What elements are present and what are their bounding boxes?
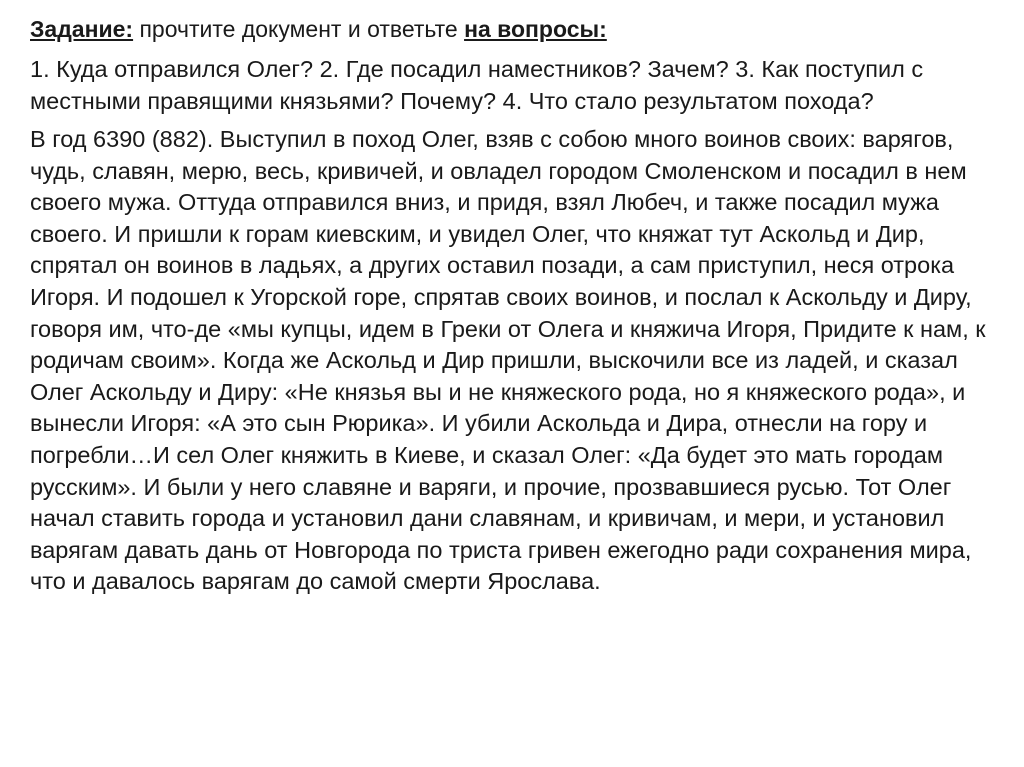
task-emphasis: на вопросы:	[464, 16, 607, 42]
questions-list: 1. Куда отправился Олег? 2. Где посадил наместников? Зачем? 3. Как поступил с местными правящими князьями? Почему? 4. Что стало результатом похода?	[30, 56, 924, 114]
document-text: В год 6390 (882). Выступил в поход Олег, взяв с собою много воинов своих: варягов, чудь, славян, мерю, весь, кривичей, и овладел городом Смоленском и посадил в нем своего мужа. Оттуда отправился вниз, и придя, взял Любеч, и также посадил мужа своего. И пришли к горам киевским, и увидел Олег, что княжат тут Аскольд и Дир, спрятал он воинов в ладьях, а других оставил позади, а сам приступил, неся отрока Игоря. И подошел к Угорской горе, спрятав своих воинов, и послал к Аскольду и Диру, говоря им, что-де «мы купцы, идем в Греки от Олега и княжича Игоря, Придите к нам, к родичам своим». Когда же Аскольд и Дир пришли, выскочили все из ладей, и сказал Олег Аскольду и Диру: «Не князья вы и не княжеского рода, но я княжеского рода», и вынесли Игоря: «А это сын Рюрика». И убили Аскольда и Дира, отнесли на гору и погребли…И сел Олег княжить в Киеве, и сказал Олег: «Да будет это мать городам русским». И были у него славяне и варяги, и прочие, прозвавшиеся русью. Тот Олег начал ставить города и установил дани славянам, и кривичам, и мери, и установил варягам давать дань от Новгорода по триста гривен ежегодно ради сохранения мира, что и давалось варягам до самой смерти Ярослава.	[30, 126, 986, 595]
task-label: Задание:	[30, 16, 134, 42]
task-text: прочтите документ и ответьте	[133, 16, 465, 42]
task-instruction	[30, 14, 988, 44]
